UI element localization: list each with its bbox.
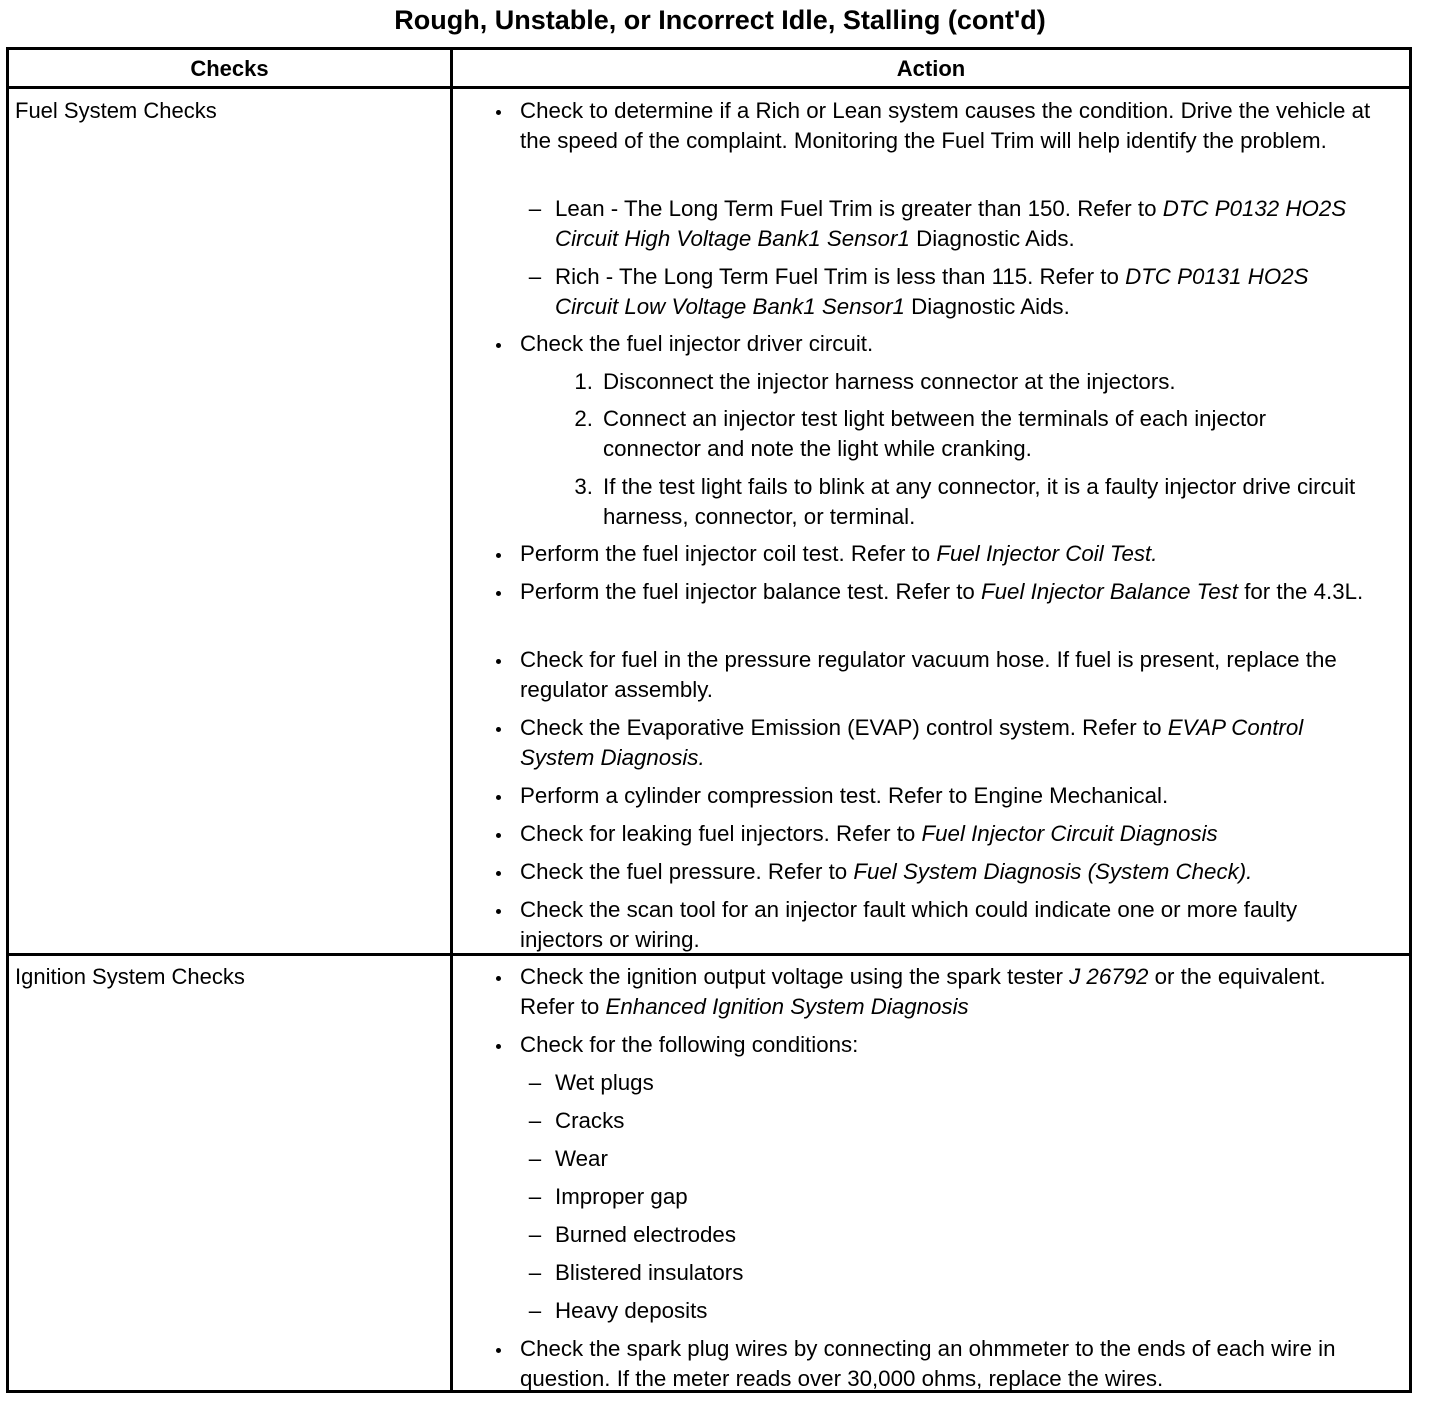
bullet-icon [491, 1030, 505, 1060]
list-item [453, 895, 1409, 955]
list-item [453, 96, 1409, 186]
list-item [453, 577, 1409, 637]
item-text: Perform the fuel injector balance test. Refer to [520, 579, 982, 604]
item-text: Lean - The Long Term Fuel Trim is greater than 150. Refer to [555, 196, 1163, 221]
list-item [453, 819, 1409, 849]
dash-marker: – [528, 1222, 542, 1247]
item-text-after: Diagnostic Aids. [909, 226, 1075, 251]
page-title: Rough, Unstable, or Incorrect Idle, Stalling (cont'd) [394, 5, 1046, 35]
item-text-after: for the 4.3L. [1238, 579, 1364, 604]
dash-marker: – [528, 1298, 542, 1323]
item-text-after: or the equivalent. Refer to [520, 964, 1326, 1019]
item-text: Disconnect the injector harness connector at the injectors. [603, 369, 1176, 394]
item-reference: DTC P0132 HO2S Circuit High Voltage Bank1 Sensor1 [555, 196, 1347, 251]
item-reference: Fuel System Diagnosis (System Check). [853, 859, 1253, 884]
check-label-ignition-system: Ignition System Checks [15, 964, 245, 989]
bullet-icon [491, 781, 505, 811]
item-text: Check for leaking fuel injectors. Refer to [520, 821, 922, 846]
header-divider [9, 86, 1409, 89]
bullet-icon [491, 962, 505, 992]
dash-marker: – [528, 264, 542, 289]
item-text-after: Diagnostic Aids. [904, 294, 1070, 319]
item-text: Rich - The Long Term Fuel Trim is less than 115. Refer to [555, 264, 1126, 289]
item-text: Check the fuel pressure. Refer to [520, 859, 854, 884]
list-item [453, 962, 1409, 1022]
item-reference: DTC P0131 HO2S Circuit Low Voltage Bank1 Sensor1 [555, 264, 1309, 319]
item-text: Check the fuel injector driver circuit. [520, 331, 874, 356]
list-item [453, 1296, 1409, 1326]
item-text: Check to determine if a Rich or Lean system causes the condition. Drive the vehicle at the speed of the complaint. Monitoring the Fuel Trim will help identify the problem. [520, 98, 1371, 153]
column-header-checks: Checks [190, 56, 269, 81]
step-number: 3. [574, 474, 593, 499]
item-text: Check for fuel in the pressure regulator vacuum hose. If fuel is present, replace the regulator assembly. [520, 647, 1337, 702]
item-text: Blistered insulators [555, 1260, 744, 1285]
item-text: Connect an injector test light between the terminals of each injector connector and note the light while cranking. [603, 406, 1267, 461]
bullet-icon [491, 713, 505, 743]
item-text: Improper gap [555, 1184, 688, 1209]
item-reference: Fuel Injector Balance Test [981, 579, 1239, 604]
bullet-icon [491, 96, 505, 126]
list-item [453, 645, 1409, 705]
bullet-icon [491, 895, 505, 925]
list-item [453, 367, 1409, 397]
step-number: 2. [574, 406, 593, 431]
list-item [453, 1220, 1409, 1250]
list-item [453, 1030, 1409, 1060]
list-item [453, 329, 1409, 359]
list-item [453, 1144, 1409, 1174]
list-item [453, 781, 1409, 811]
bullet-icon [491, 329, 505, 359]
dash-marker: – [528, 1260, 542, 1285]
list-item [453, 857, 1409, 887]
item-text: Check for the following conditions: [520, 1032, 859, 1057]
item-text: Check the spark plug wires by connecting an ohmmeter to the ends of each wire in question. If the meter reads over 30,000 ohms, replace the wires. [520, 1336, 1336, 1391]
dash-marker: – [528, 196, 542, 221]
bullet-icon [491, 539, 505, 569]
list-item [453, 472, 1409, 532]
column-header-action: Action [896, 56, 966, 81]
diagnostic-table [6, 47, 1412, 1393]
step-number: 1. [574, 369, 593, 394]
list-item [453, 713, 1409, 773]
item-text: Cracks [555, 1108, 625, 1133]
dash-marker: – [528, 1184, 542, 1209]
item-text: Perform the fuel injector coil test. Refer to [520, 541, 937, 566]
list-item [453, 262, 1409, 322]
item-reference: Fuel Injector Coil Test. [936, 541, 1158, 566]
list-item [453, 1182, 1409, 1212]
item-reference: EVAP Control System Diagnosis. [520, 715, 1304, 770]
list-item [453, 1258, 1409, 1288]
item-text: Burned electrodes [555, 1222, 736, 1247]
list-item [453, 539, 1409, 569]
dash-marker: – [528, 1146, 542, 1171]
item-text: Wear [555, 1146, 608, 1171]
list-item [453, 194, 1409, 254]
item-text: Check the scan tool for an injector fault which could indicate one or more faulty injectors or wiring. [520, 897, 1298, 952]
bullet-icon [491, 819, 505, 849]
item-reference-2: Enhanced Ignition System Diagnosis [605, 994, 969, 1019]
item-reference: Fuel Injector Circuit Diagnosis [921, 821, 1218, 846]
bullet-icon [491, 577, 505, 607]
item-text: Perform a cylinder compression test. Refer to Engine Mechanical. [520, 783, 1169, 808]
item-reference: J 26792 [1069, 964, 1149, 989]
item-text: Check the Evaporative Emission (EVAP) control system. Refer to [520, 715, 1168, 740]
list-item [453, 404, 1409, 464]
item-text: Check the ignition output voltage using the spark tester [520, 964, 1070, 989]
dash-marker: – [528, 1070, 542, 1095]
dash-marker: – [528, 1108, 542, 1133]
bullet-icon [491, 1334, 505, 1364]
item-text: Wet plugs [555, 1070, 654, 1095]
list-item [453, 1068, 1409, 1098]
bullet-icon [491, 857, 505, 887]
item-text: Heavy deposits [555, 1298, 708, 1323]
item-text: If the test light fails to blink at any connector, it is a faulty injector drive circuit harness, connector, or terminal. [603, 474, 1356, 529]
check-label-fuel-system: Fuel System Checks [15, 98, 217, 123]
list-item [453, 1106, 1409, 1136]
list-item [453, 1334, 1409, 1394]
bullet-icon [491, 645, 505, 675]
